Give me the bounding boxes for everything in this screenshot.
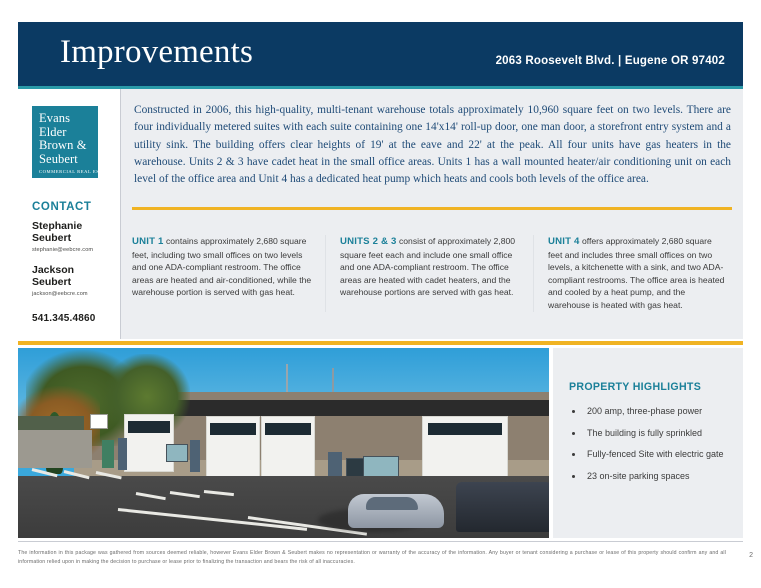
highlight-item: The building is fully sprinkled xyxy=(569,427,729,440)
unit-1-text: contains approximately 2,680 square feet, including two small offices on two levels and one ADA-compliant restroom. The office areas are heated and air-conditioned, while the warehouse portion is served with gas heat. xyxy=(132,236,312,298)
intro-divider-rule xyxy=(132,207,732,210)
contact-name-last: Seubert xyxy=(32,232,72,244)
page-number: 2 xyxy=(749,552,753,559)
photo-door-window-1 xyxy=(128,421,170,433)
unit-2-label: UNITS 2 & 3 xyxy=(340,236,397,247)
contact-phone[interactable]: 541.345.4860 xyxy=(32,313,96,324)
photo-rollup-door-2 xyxy=(206,416,260,478)
contact-email[interactable]: stephanie@eebcre.com xyxy=(32,247,94,253)
property-photo xyxy=(18,348,549,538)
highlights-list xyxy=(569,405,729,491)
photo-storefront-window-1 xyxy=(166,444,188,462)
page-header-bar xyxy=(18,22,743,86)
unit-column-2 xyxy=(325,235,533,312)
improvements-panel xyxy=(121,89,743,339)
property-address: 2063 Roosevelt Blvd. | Eugene OR 97402 xyxy=(495,55,725,67)
highlight-item: 200 amp, three-phase power xyxy=(569,405,729,418)
page-title: Improvements xyxy=(60,34,254,70)
photo-divider-rule xyxy=(18,341,743,345)
contact-list xyxy=(32,220,120,308)
contact-heading: CONTACT xyxy=(32,201,92,213)
unit-columns xyxy=(132,235,734,312)
highlights-title: PROPERTY HIGHLIGHTS xyxy=(569,381,702,393)
company-logo xyxy=(32,106,113,178)
unit-1-label: UNIT 1 xyxy=(132,236,164,247)
photo-storefront-window-2 xyxy=(363,456,399,478)
contact-item xyxy=(32,264,120,297)
photo-rollup-door-1 xyxy=(124,414,174,472)
logo-line-1: Evans xyxy=(39,111,71,125)
footer-disclaimer: The information in this package was gathered from sources deemed reliable, however Evans Elder Brown & Seubert makes no representation or warranty of the accuracy of the information. Any buyer or tenant considering a purchase or lease of this property should confirm any and all information relied upon in making the decision to purchase or lease prior to finalizing the transaction and bears the risk of all inaccuracies. xyxy=(18,550,726,565)
unit-4-text: offers approximately 2,680 square feet and includes three small offices on two levels, a kitchenette with a sink, and two ADA-compliant restrooms. The office area is heated and cooled by a heat pump, and the warehouse is heated with gas heat. xyxy=(548,236,725,310)
photo-door-window-4 xyxy=(428,423,502,435)
logo-line-3: Brown & xyxy=(39,138,87,152)
unit-4-label: UNIT 4 xyxy=(548,236,580,247)
photo-tenant-sign xyxy=(90,414,108,429)
intro-paragraph: Constructed in 2006, this high-quality, multi-tenant warehouse totals approximately 10,960 square feet on two levels. There are four individually metered suites with each suite containing one 14'x14' roll-up door, one man door, a storefront entry system and a utility sink. The building offers clear heights of 19' at the eave and 22' at the peak. All four units have gas heaters in the warehouse. Units 2 & 3 have cadet heat in the small office areas. Units 1 has a wall mounted heater/air conditioning unit on each level of the office area and Unit 4 has a dedicated heat pump which heats and cools both levels of the office area. xyxy=(134,104,731,186)
footer-divider xyxy=(18,541,743,542)
highlight-item: Fully-fenced Site with electric gate xyxy=(569,448,729,461)
logo-line-2: Elder xyxy=(39,124,67,139)
photo-man-door-3 xyxy=(190,440,200,472)
contact-name-first: Jackson xyxy=(32,264,75,276)
photo-parked-van xyxy=(456,482,549,532)
photo-boundary-wall xyxy=(18,430,92,468)
unit-column-3 xyxy=(533,235,728,312)
contact-name-first: Stephanie xyxy=(32,220,83,232)
highlight-item: 23 on-site parking spaces xyxy=(569,470,729,483)
logo-tagline: COMMERCIAL REAL ESTATE xyxy=(39,169,113,174)
photo-man-door-1 xyxy=(102,440,114,468)
photo-parked-car xyxy=(348,494,444,528)
contact-sidebar xyxy=(18,89,121,339)
photo-rollup-door-3 xyxy=(261,416,315,480)
contact-email[interactable]: jackson@eebcre.com xyxy=(32,291,88,297)
property-highlights-panel xyxy=(553,348,743,538)
photo-door-window-3 xyxy=(265,423,311,435)
contact-name-last: Seubert xyxy=(32,276,72,288)
photo-car-cabin xyxy=(366,497,418,510)
photo-man-door-2 xyxy=(118,438,127,470)
contact-item xyxy=(32,220,120,253)
photo-door-window-2 xyxy=(210,423,256,435)
unit-2-text: consist of approximately 2,800 square feet each and include one small office and one ADA-compliant restroom. The office areas are heated with cadet heaters, and the warehouse portions are served with gas heat. xyxy=(340,236,516,298)
unit-column-1 xyxy=(132,235,325,312)
logo-line-4: Seubert xyxy=(39,151,78,166)
